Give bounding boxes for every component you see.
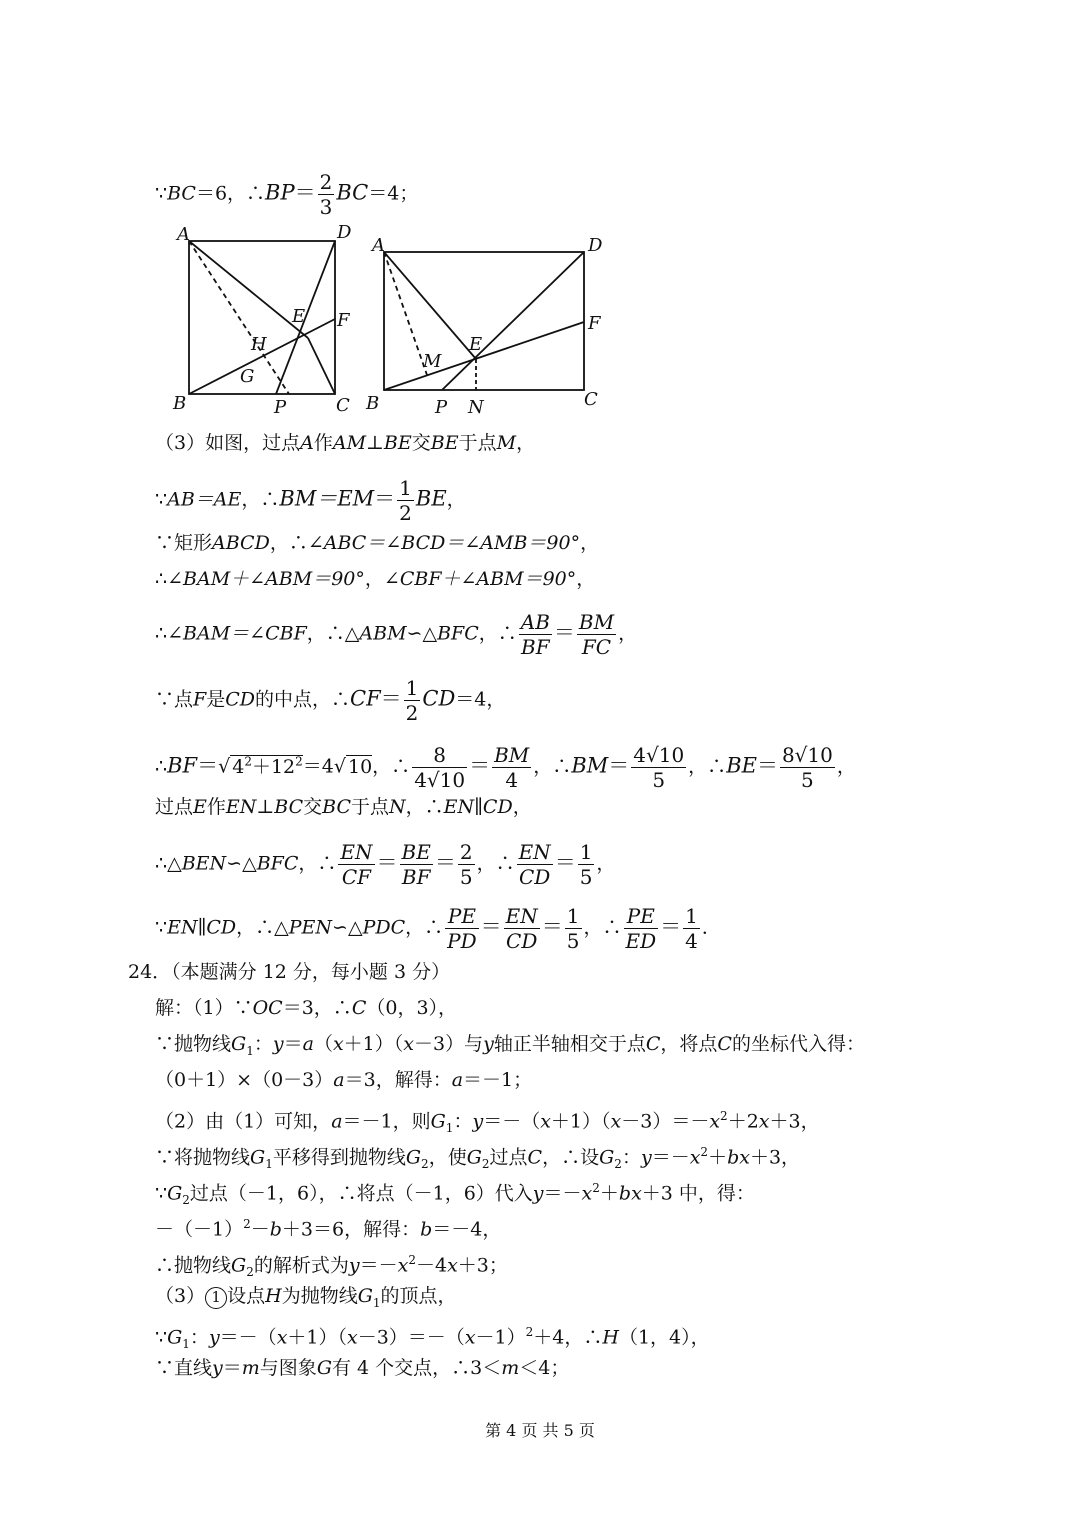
segment-dashed-am [384,252,427,375]
label-f: F [337,310,350,331]
line-p3-e: ∴∠BAM＝∠CBF，∴△ABM∽△BFC，∴ $\frac{AB}{BF}$ ＝ $\frac{BM}{FC}$ ， [155,610,638,659]
label-p: P [274,397,287,418]
segment-bf [189,319,335,394]
segment-ae [189,241,308,338]
line-q24-11: ∵直线y＝m与图象G有 4 个交点，∴3＜m＜4； [155,1357,570,1379]
line-p3-h: 过点E作EN⊥BC交BC于点N，∴EN∥CD， [155,796,532,818]
line-bp: ∵BC＝6，∴BP＝ $\frac{2}{3}$ BC＝4； [155,170,419,219]
label-e: E [292,306,306,327]
label-m: M [423,351,442,372]
line-q24-4: （2）由（1）可知，a＝－1，则$G_1$：$y=-(x+1)(x-3)=-x^2+2x+3$， [155,1109,820,1136]
line-q24-8: ∴抛物线$G_2$的解析式为$y=-x^2-4x+3$； [155,1253,508,1280]
segment-ae [384,252,476,359]
square-outline [189,241,335,394]
line-q24-7: $-(-1)^2-b+3=6$，解得：b＝－4， [155,1217,502,1241]
label-f: F [588,313,601,334]
line-p3-a: （3）如图，过点A作AM⊥BE交BE于点M， [155,432,536,454]
segment-ec [308,338,335,394]
label-d: D [337,222,352,243]
line-q24-10: $\because G_1$：$y=-(x+1)(x-3)=-(x-1)^2+4$，∴H（1，4）， [155,1325,710,1352]
segment-dashed-ap [189,241,289,394]
figure-square-abcd [165,218,365,423]
line-q24-3: （0＋1）×（0－3）a＝3，解得：a＝－1； [155,1069,533,1091]
label-c: C [336,395,350,416]
line-p3-j: ∵EN∥CD，∴△PEN∽△PDC，∴ $\frac{PE}{PD}$ ＝ $\frac{EN}{CD}$ ＝ $\frac{1}{5}$ ，∴ $\frac{PE}{ED}$ ＝ $\frac{1}{4}$ ． [155,904,721,953]
segment-pd [442,252,584,390]
line-p3-f: ∵点F是CD的中点，∴CF＝ $\frac{1}{2}$ CD＝4， [155,676,506,725]
line-p3-g: ∴BF＝√ $4^2+12^2=4√$ 10，∴ $\frac{8}{4√10}$ ＝ $\frac{BM}{4}$ ，∴BM＝ $\frac{4√10}{5}$ ，∴BE＝ $\frac{8√10}{5}$ ， [155,743,856,792]
label-e: E [469,334,483,355]
label-a: A [177,224,190,245]
line-q24-2: ∵抛物线$G_1$：y＝a（x＋1）（x－3）与y轴正半轴相交于点C，将点C的坐标代入得： [155,1033,865,1058]
line-q24-9: （3） 1 设点H为抛物线$G_1$的顶点， [155,1285,457,1310]
line-q24-1: 解：（1）∵OC＝3，∴C（0，3）， [155,997,458,1019]
line-p3-d: ∴∠BAM＋∠ABM＝90°，∠CBF＋∠ABM＝90°， [155,568,596,590]
line-p3-b: ∵AB＝AE，∴BM＝EM＝ $\frac{1}{2}$ BE， [155,476,466,525]
segment-pd [276,241,335,394]
label-p: P [435,397,448,418]
question-24-heading: 24．（本题满分 12 分，每小题 3 分） [128,961,451,983]
label-n: N [468,397,484,418]
line-p3-c: ∵矩形ABCD，∴∠ABC＝∠BCD＝∠AMB＝90°， [155,532,600,554]
circled-number: 1 [205,1287,227,1309]
label-d: D [588,235,603,256]
label-b: B [366,393,380,414]
label-a: A [372,235,385,256]
figure-rectangle-abcd [362,225,612,420]
segment-bf [384,322,584,390]
label-h: H [251,334,267,355]
line-p3-i: ∴△BEN∽△BFC，∴ $\frac{EN}{CF}$ ＝ $\frac{BE}{BF}$ ＝ $\frac{2}{5}$ ，∴ $\frac{EN}{CD}$ ＝ $\frac{1}{5}$ ， [155,840,616,889]
page-footer: 第 4 页 共 5 页 [485,1421,595,1440]
line-q24-5: ∵将抛物线$G_1$平移得到抛物线$G_2$，使$G_2$过点C，∴设$G_2$：$y=-x^2+bx+3$， [155,1145,801,1172]
label-b: B [173,393,187,414]
label-c: C [584,389,598,410]
rectangle-outline [384,252,584,390]
line-q24-6: $\because G_2$过点（－1，6），∴将点（－1，6）代入$y=-x^2+bx+3$ 中，得： [155,1181,755,1208]
label-g: G [240,366,255,387]
